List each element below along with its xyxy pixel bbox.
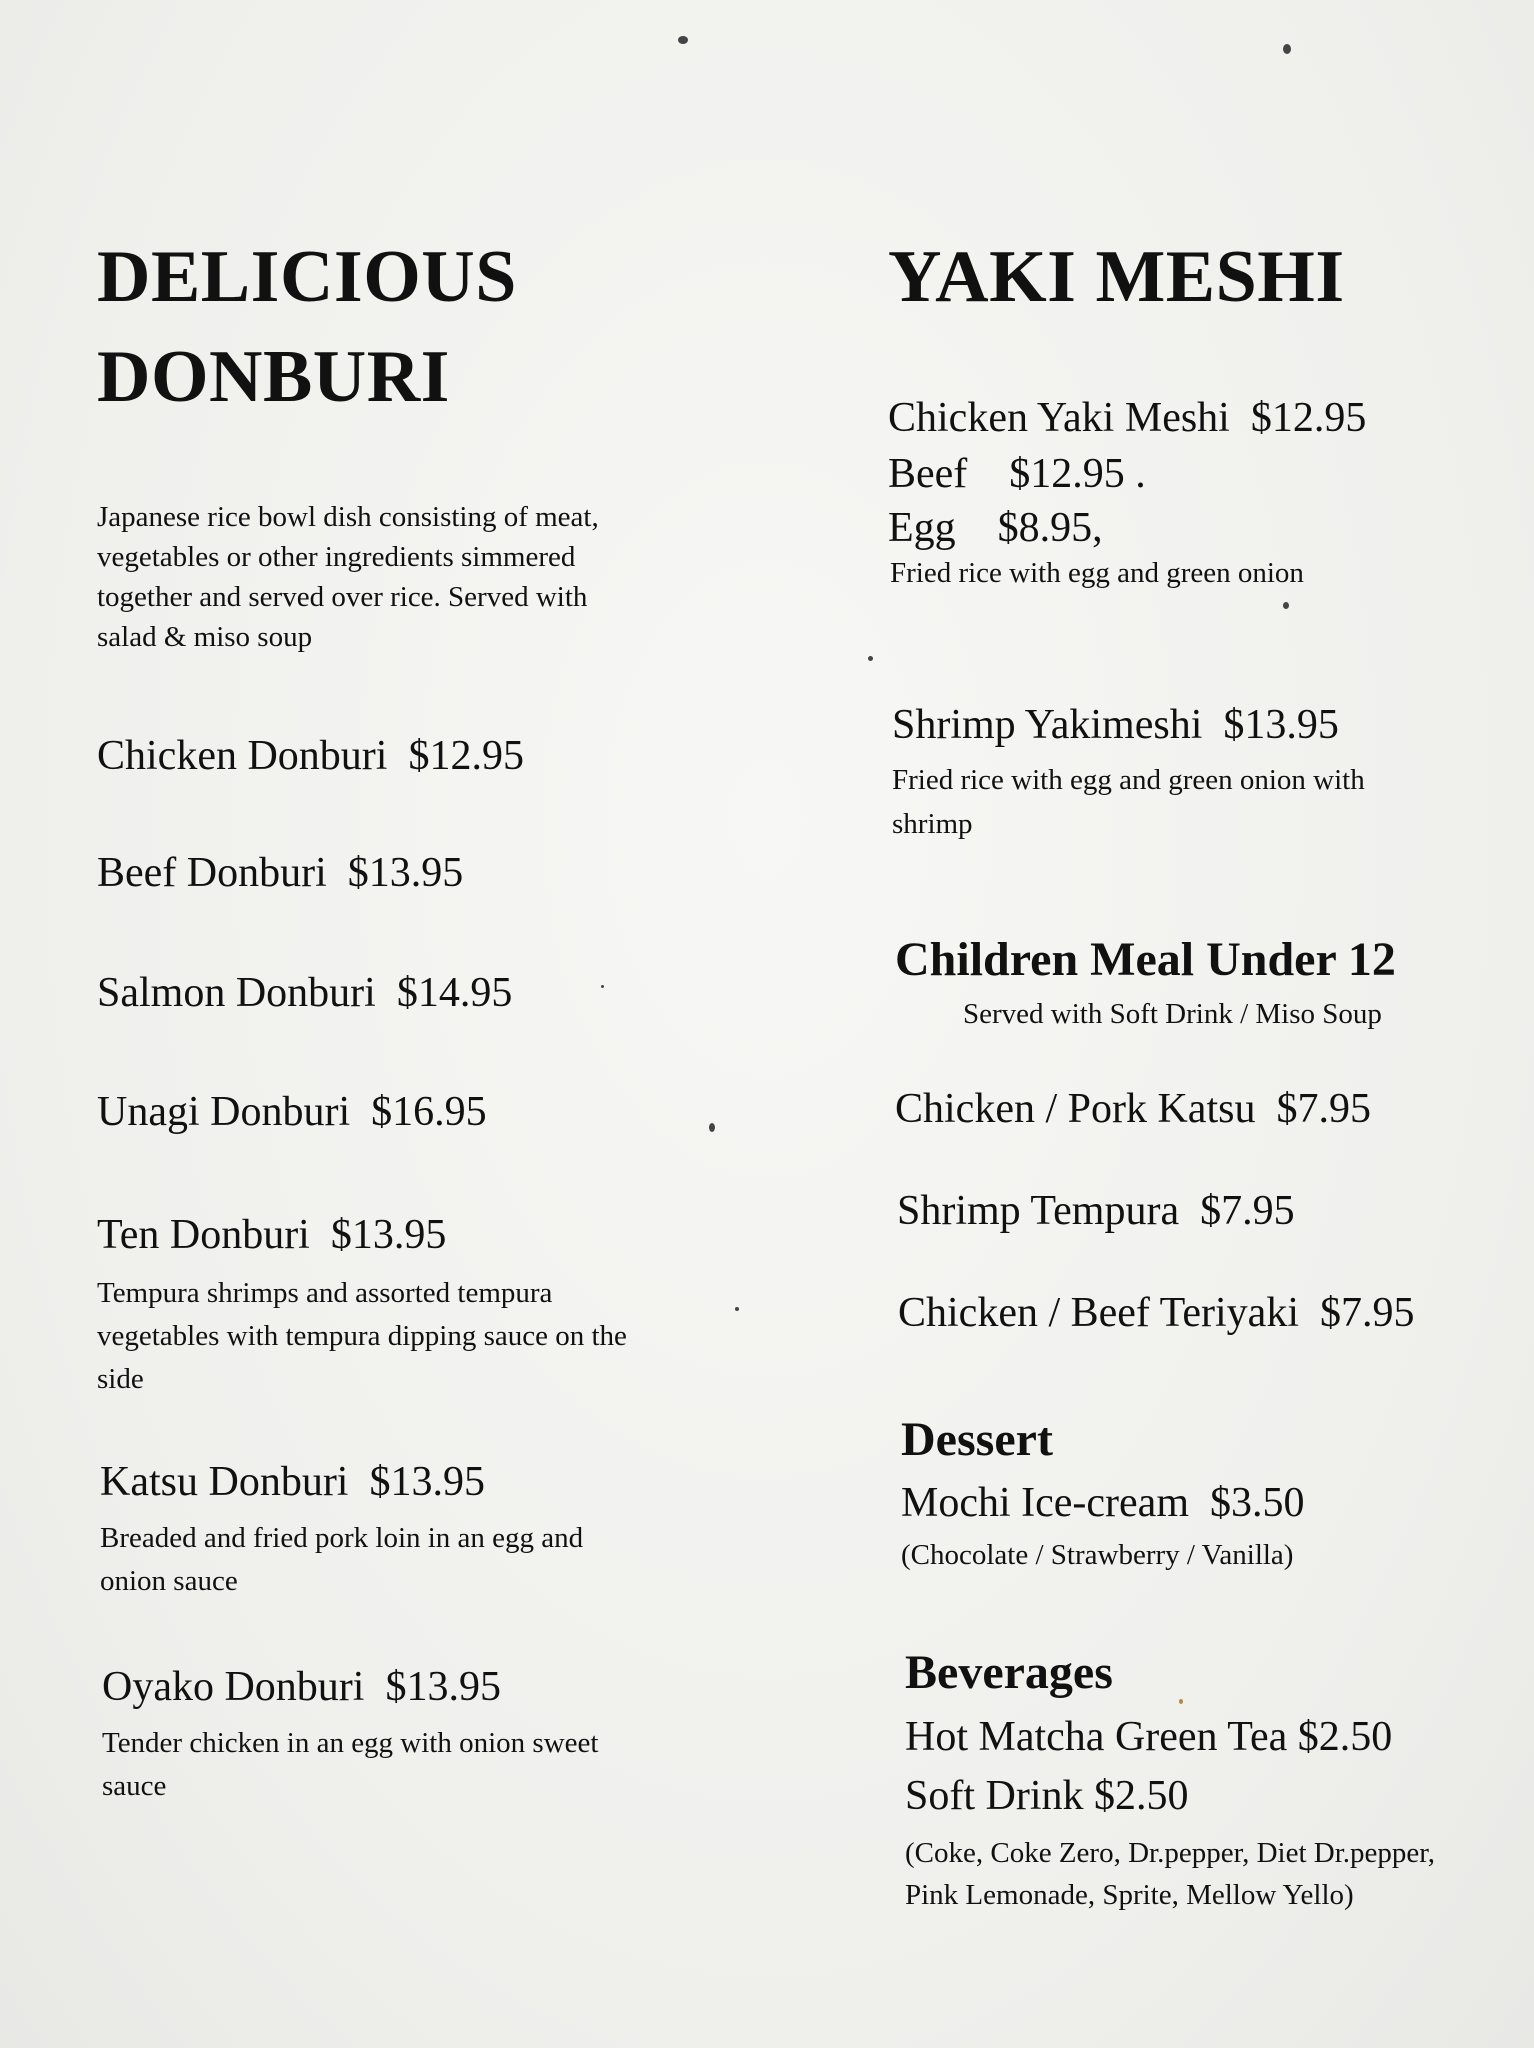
item-price: $12.95 . (1009, 451, 1146, 497)
intro-line: Japanese rice bowl dish consisting of meat, (97, 501, 599, 533)
menu-item-katsu-donburi (100, 1461, 583, 1603)
item-price: $3.50 (1210, 1480, 1305, 1526)
item-price: $13.95 (1223, 702, 1339, 748)
donburi-title-line-2: DONBURI (97, 336, 450, 418)
menu-item-mochi-ice-cream (901, 1482, 1305, 1524)
menu-item-soft-drink (905, 1775, 1189, 1817)
menu-item-egg-yaki-meshi (888, 507, 1103, 549)
paper-speck (709, 1123, 715, 1132)
item-name: Unagi Donburi (97, 1089, 351, 1135)
menu-item-salmon-donburi (97, 972, 512, 1014)
yakimeshi-title: YAKI MESHI (888, 236, 1345, 318)
item-name: Ten Donburi (97, 1212, 310, 1258)
paper-speck (1179, 1699, 1183, 1704)
soft-drink-options (905, 1832, 1435, 1916)
donburi-title-line-1: DELICIOUS (97, 236, 517, 318)
menu-item-chicken-pork-katsu (895, 1088, 1371, 1130)
paper-speck (868, 656, 873, 661)
item-description-line: sauce (102, 1770, 167, 1802)
item-description-line: vegetables with tempura dipping sauce on the (97, 1320, 627, 1352)
item-name: Soft Drink (905, 1773, 1084, 1819)
menu-item-chicken-beef-teriyaki (898, 1292, 1415, 1334)
item-name: Hot Matcha Green Tea (905, 1714, 1288, 1760)
donburi-intro (97, 497, 599, 657)
menu-item-shrimp-tempura (897, 1190, 1295, 1232)
item-description-line: shrimp (892, 808, 973, 840)
item-name: Salmon Donburi (97, 970, 376, 1016)
item-price: $14.95 (396, 970, 513, 1016)
menu-item-chicken-donburi (97, 735, 524, 777)
item-name: Katsu Donburi (100, 1459, 349, 1505)
item-description-line: Breaded and fried pork loin in an egg and (100, 1522, 584, 1554)
item-price: $7.95 (1200, 1188, 1295, 1234)
item-price: $7.95 (1320, 1290, 1415, 1336)
intro-line: together and served over rice. Served with (97, 581, 588, 613)
paper-speck (735, 1307, 739, 1311)
item-price: $16.95 (371, 1089, 487, 1135)
options-line: Pink Lemonade, Sprite, Mellow Yello) (905, 1879, 1354, 1911)
item-name: Chicken / Beef Teriyaki (898, 1290, 1299, 1336)
item-description-line: side (97, 1363, 144, 1395)
item-name: Beef Donburi (97, 850, 327, 896)
menu-item-unagi-donburi (97, 1091, 487, 1133)
item-price: $13.95 (330, 1212, 447, 1258)
item-description-line: Tempura shrimps and assorted tempura (97, 1277, 553, 1309)
dessert-heading: Dessert (901, 1413, 1053, 1466)
intro-line: vegetables or other ingredients simmered (97, 541, 576, 573)
item-name: Chicken Donburi (97, 733, 388, 779)
children-meal-heading: Children Meal Under 12 (895, 933, 1396, 986)
beverages-heading: Beverages (905, 1646, 1113, 1699)
paper-speck (1283, 602, 1289, 609)
item-description-line: Fried rice with egg and green onion with (892, 764, 1365, 796)
item-price: $7.95 (1276, 1086, 1371, 1132)
options-line: (Coke, Coke Zero, Dr.pepper, Diet Dr.pepper, (905, 1837, 1435, 1869)
item-name: Mochi Ice-cream (901, 1480, 1189, 1526)
item-name: Shrimp Yakimeshi (892, 702, 1203, 748)
item-name: Beef (888, 451, 968, 497)
item-price: $2.50 (1094, 1773, 1189, 1819)
item-name: Chicken Yaki Meshi (888, 395, 1230, 441)
menu-item-beef-donburi (97, 852, 463, 894)
yakimeshi-description: Fried rice with egg and green onion (890, 557, 1304, 589)
menu-item-beef-yaki-meshi (888, 453, 1146, 495)
item-name: Chicken / Pork Katsu (895, 1086, 1256, 1132)
item-description-line: Tender chicken in an egg with onion sweet (102, 1727, 599, 1759)
menu-item-ten-donburi (97, 1214, 627, 1401)
dessert-flavors: (Chocolate / Strawberry / Vanilla) (901, 1539, 1294, 1571)
paper-speck (601, 985, 604, 988)
item-name: Shrimp Tempura (897, 1188, 1180, 1234)
menu-item-hot-matcha-green-tea (905, 1716, 1392, 1758)
item-description-line: onion sauce (100, 1565, 238, 1597)
item-price: $13.95 (369, 1459, 485, 1505)
item-price: $12.95 (408, 733, 524, 779)
menu-item-oyako-donburi (102, 1666, 598, 1808)
menu-item-chicken-yaki-meshi (888, 397, 1366, 439)
item-price: $2.50 (1297, 1714, 1393, 1760)
item-name: Oyako Donburi (102, 1664, 365, 1710)
children-meal-subtitle: Served with Soft Drink / Miso Soup (963, 998, 1382, 1030)
item-price: $12.95 (1250, 395, 1367, 441)
item-price: $8.95, (997, 505, 1103, 551)
intro-line: salad & miso soup (97, 621, 313, 653)
menu-item-shrimp-yakimeshi (892, 704, 1365, 846)
item-price: $13.95 (385, 1664, 501, 1710)
paper-speck (1283, 44, 1291, 54)
item-price: $13.95 (347, 850, 464, 896)
item-name: Egg (888, 505, 956, 551)
paper-speck (678, 36, 688, 44)
